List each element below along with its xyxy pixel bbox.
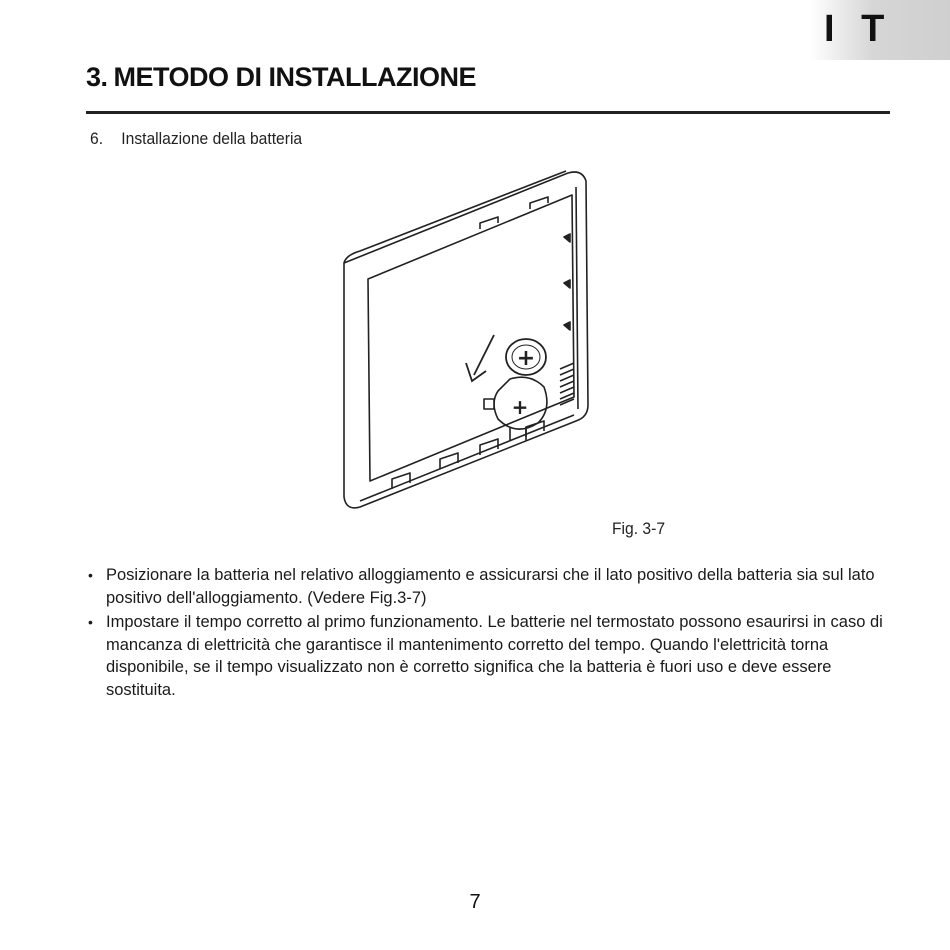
figure-caption: Fig. 3-7 — [612, 519, 666, 538]
list-item — [88, 564, 888, 609]
section-number: 3. — [86, 62, 108, 92]
socket-terminal — [484, 399, 494, 409]
step-label: Installazione della batteria — [121, 129, 303, 148]
language-tab-label: I T — [824, 8, 893, 50]
bullet-icon: • — [88, 567, 93, 583]
instruction-list — [88, 564, 888, 703]
list-item — [88, 611, 888, 701]
step-number: 6. — [90, 129, 104, 148]
housing-outer-frame — [344, 172, 588, 508]
bullet-icon: • — [88, 614, 93, 630]
section-title-text: METODO DI INSTALLAZIONE — [113, 62, 477, 92]
battery-installation-illustration — [330, 165, 600, 515]
list-item-text: Posizionare la batteria nel relativo alloggiamento e assicurarsi che il lato positivo della batteria sia sul lato positivo dell'alloggiamento. (Vedere Fig.3-7) — [106, 566, 875, 607]
list-item-text: Impostare il tempo corretto al primo funzionamento. Le batterie nel termostato possono esaurirsi in caso di mancanza di elettricità che garantisce il mantenimento corretto del tempo. Quando l'elettricità torna disponibile, se il tempo visualizzato non è corretto significa che la batteria è fuori uso e deve essere sostituita. — [106, 613, 883, 699]
socket-plus-icon: + — [511, 395, 529, 419]
language-tab — [810, 0, 950, 60]
title-divider — [86, 111, 890, 114]
section-title — [86, 62, 476, 93]
step-heading — [90, 129, 302, 149]
battery-plus-icon: + — [516, 346, 536, 371]
page-number: 7 — [469, 891, 481, 913]
